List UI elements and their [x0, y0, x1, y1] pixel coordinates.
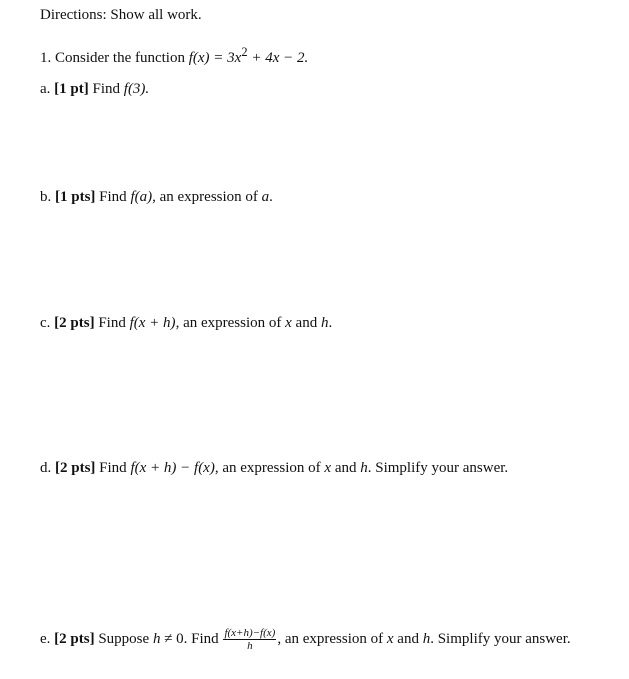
- math-expression: a: [261, 189, 270, 205]
- math-expression: x: [324, 460, 332, 476]
- text-segment: .: [328, 315, 333, 331]
- math-expression: h: [320, 315, 329, 331]
- math-expression: f: [123, 81, 128, 97]
- text-segment: . Simplify your answer.: [430, 630, 571, 647]
- text-segment: and: [393, 630, 423, 647]
- fraction: [223, 627, 276, 652]
- points-label: [2 pts]: [54, 630, 95, 647]
- points-label: [2 pts]: [55, 460, 96, 476]
- math-expression: (x + h): [133, 315, 176, 331]
- text-segment: 2: [241, 45, 248, 59]
- points-label: [2 pts]: [54, 315, 95, 331]
- text-segment: , an expression of: [152, 189, 262, 205]
- text-segment: ≠ 0. Find: [160, 630, 223, 647]
- text-segment: . Simplify your answer.: [367, 460, 509, 476]
- math-expression: + 4x − 2.: [247, 50, 309, 66]
- math-expression: (x): [198, 460, 215, 476]
- text-segment: Find: [94, 315, 130, 331]
- part-c: [40, 314, 332, 332]
- text-segment: .: [269, 189, 273, 205]
- text-segment: and: [291, 315, 321, 331]
- text-segment: c.: [40, 315, 55, 331]
- math-expression: x: [285, 315, 292, 331]
- part-b: [40, 188, 273, 206]
- text-segment: , an expression of: [175, 315, 286, 331]
- math-expression: f: [130, 189, 135, 205]
- text-segment: , an expression of: [277, 630, 387, 647]
- math-expression: h: [152, 630, 161, 647]
- fraction-denominator: h: [247, 640, 253, 652]
- text-segment: Find: [95, 460, 131, 476]
- text-segment: b.: [40, 189, 55, 205]
- points-label: [1 pts]: [55, 189, 96, 205]
- math-expression: h: [360, 460, 368, 476]
- text-segment: d.: [40, 460, 55, 476]
- text-segment: , an expression of: [214, 460, 325, 476]
- text-segment: 1. Consider the function: [40, 50, 189, 66]
- part-d: [40, 459, 508, 477]
- directions: Directions: Show all work.: [40, 7, 202, 23]
- fraction-numerator: f(x+h)−f(x): [224, 627, 276, 639]
- math-expression: (a): [134, 189, 153, 205]
- text-segment: and: [331, 460, 361, 476]
- math-expression: (3).: [127, 81, 150, 97]
- text-segment: Suppose: [94, 630, 153, 647]
- math-expression: h: [422, 630, 431, 647]
- text-segment: e.: [40, 630, 55, 647]
- text-segment: a.: [40, 81, 55, 97]
- math-expression: f: [129, 315, 134, 331]
- math-expression: (x + h) −: [134, 460, 195, 476]
- problem-statement: [40, 43, 308, 67]
- math-expression: f: [188, 50, 193, 66]
- text-segment: Find: [95, 189, 131, 205]
- text-segment: Find: [88, 81, 124, 97]
- math-expression: f: [194, 460, 199, 476]
- math-expression: f: [130, 460, 135, 476]
- part-a: [40, 80, 149, 98]
- part-e: [40, 627, 571, 652]
- math-expression: (x) = 3x: [192, 50, 242, 66]
- points-label: [1 pt]: [54, 81, 89, 97]
- math-expression: x: [386, 630, 394, 647]
